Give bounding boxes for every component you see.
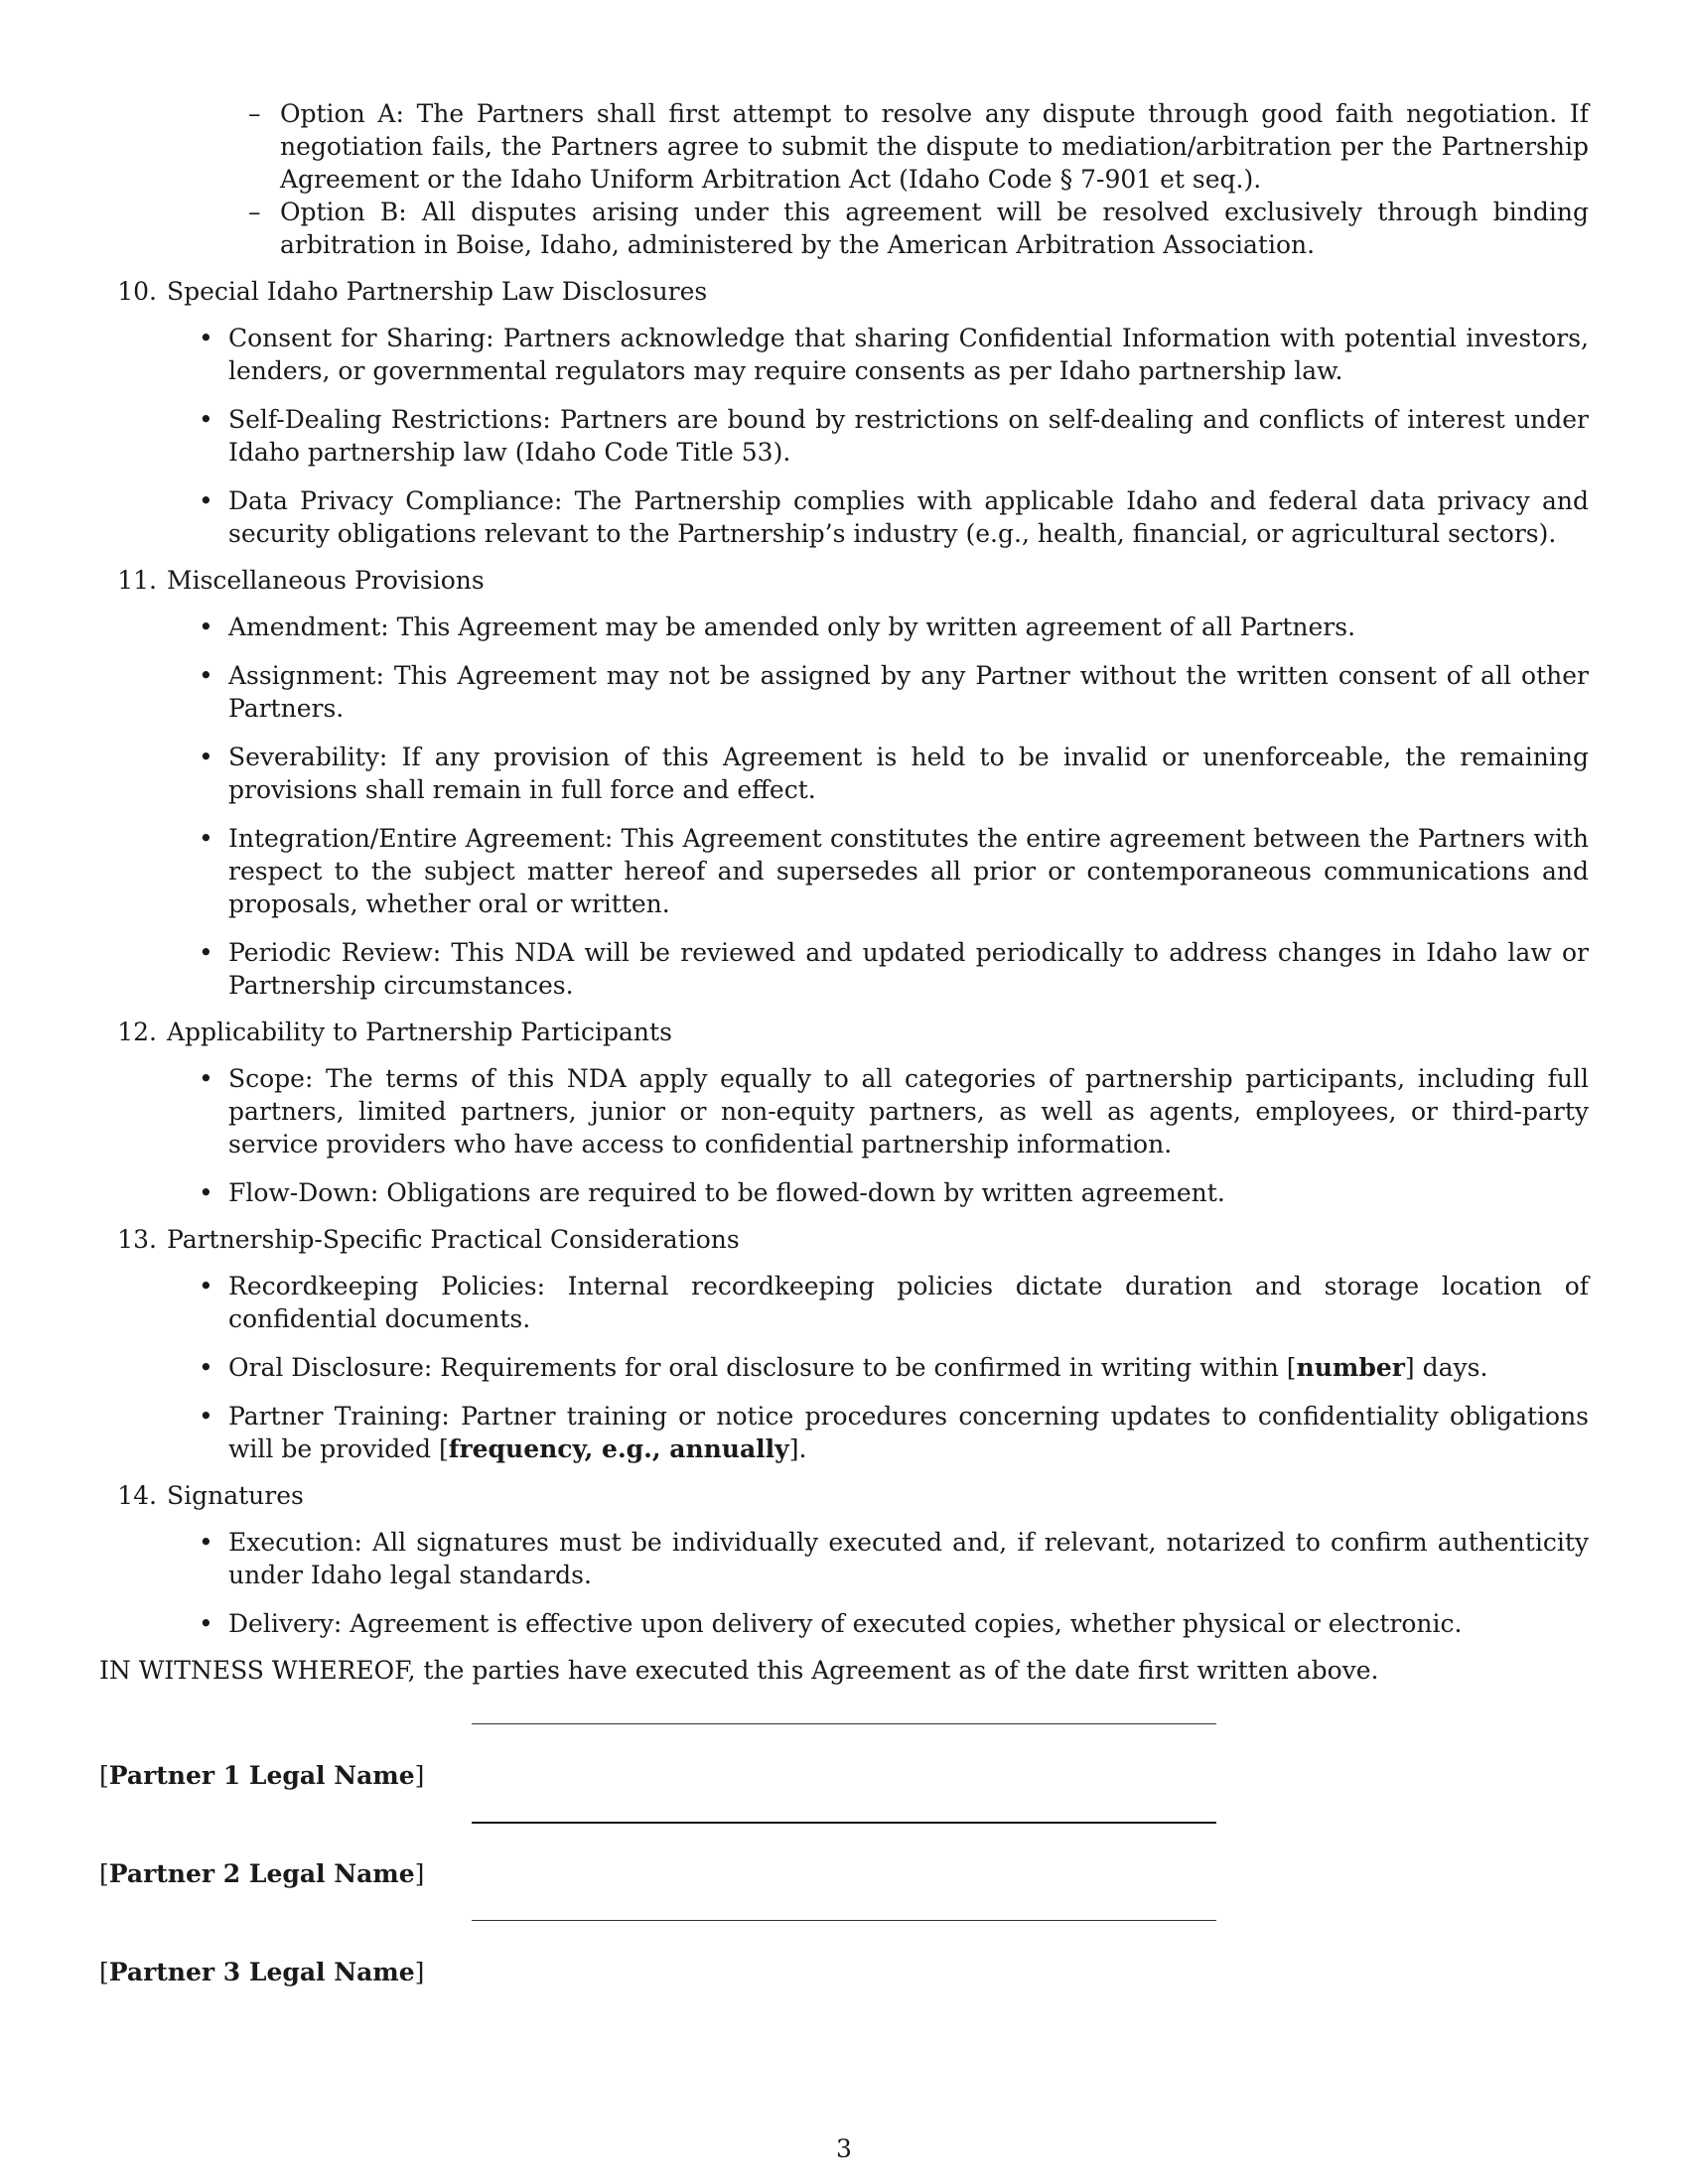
signature-block-2 [99, 1822, 1589, 1921]
list-item-text: Consent for Sharing: Partners acknowledge that sharing Confidential Information with potential investors, lenders, or governmental regulators may require consents as per Idaho partnership law. [228, 324, 1589, 385]
bullet-icon: • [199, 486, 213, 515]
list-item [197, 322, 1589, 387]
bullet-icon: • [199, 938, 213, 967]
list-item [197, 1607, 1589, 1640]
bullet-list [197, 1062, 1589, 1209]
signatory-name [99, 1859, 424, 1888]
list-item [197, 822, 1589, 920]
bullet-list [197, 1526, 1589, 1640]
section-11 [99, 564, 1589, 1002]
list-item [197, 611, 1589, 643]
list-item-text: Data Privacy Compliance: The Partnership complies with applicable Idaho and federal data privacy and security obligations relevant to the Partnership’s industry (e.g., health, financial, or agricultural sectors). [228, 486, 1589, 548]
option-text: Option B: All disputes arising under this agreement will be resolved exclusively through binding arbitration in Boise, Idaho, administered by the American Arbitration Association. [280, 198, 1589, 259]
bullet-icon: • [199, 824, 213, 853]
list-item-text: Delivery: Agreement is effective upon delivery of executed copies, whether physical or electronic. [228, 1609, 1463, 1638]
section-title: Signatures [167, 1481, 304, 1510]
bullet-icon: • [199, 405, 213, 434]
option-text: Option A: The Partners shall first attempt to resolve any dispute through good faith negotiation. If negotiation fails, the Partners agree to submit the dispute to mediation/arbitration per the Partnership Agreement or the Idaho Uniform Arbitration Act (Idaho Code § 7-901 et seq.). [280, 99, 1589, 194]
list-item-text-post: ]. [788, 1434, 807, 1463]
signatory-name-text: Partner 2 Legal Name [108, 1859, 415, 1888]
document-body [99, 97, 1589, 1687]
signature-block-1 [99, 1723, 1589, 1823]
list-item-text-pre: Partner Training: Partner training or notice procedures concerning updates to confidentiality obligations will be provided [ [228, 1402, 1589, 1463]
bullet-icon: • [199, 1064, 213, 1093]
section-number: 12. [117, 1018, 157, 1046]
list-item-text: Self-Dealing Restrictions: Partners are bound by restrictions on self-dealing and conflicts of interest under Idaho partnership law (Idaho Code Title 53). [228, 405, 1589, 467]
list-item-text: Scope: The terms of this NDA apply equally to all categories of partnership participants, including full partners, limited partners, junior or non-equity partners, as well as agents, employees, or third-party service providers who have access to confidential partnership information. [228, 1064, 1589, 1159]
bullet-icon: • [199, 1272, 213, 1300]
section-heading [99, 275, 1589, 308]
bracket-open: [ [99, 1958, 109, 1986]
bullet-icon: • [199, 743, 213, 771]
section-number: 10. [117, 277, 157, 306]
list-item [197, 1062, 1589, 1160]
page-number: 3 [836, 2134, 852, 2163]
list-item-text: Execution: All signatures must be individually executed and, if relevant, notarized to confirm authenticity under Idaho legal standards. [228, 1528, 1589, 1589]
list-item [197, 1526, 1589, 1591]
section-14 [99, 1479, 1589, 1640]
option-item [248, 97, 1589, 196]
list-item [197, 936, 1589, 1002]
section-title: Partnership-Specific Practical Considerations [167, 1225, 740, 1254]
list-item-text: Periodic Review: This NDA will be reviewed and updated periodically to address changes in Idaho law or Partnership circumstances. [228, 938, 1589, 1000]
list-item [197, 1351, 1589, 1384]
bullet-icon: • [199, 1178, 213, 1207]
list-item [197, 1176, 1589, 1209]
signature-block-3 [99, 1920, 1589, 2019]
section-number: 11. [117, 566, 157, 595]
section-12 [99, 1016, 1589, 1209]
signatory-name [99, 1761, 424, 1790]
bracket-open: [ [99, 1761, 109, 1790]
signature-line[interactable] [472, 1920, 1216, 1921]
bullet-list [197, 322, 1589, 550]
list-item-text: Amendment: This Agreement may be amended only by written agreement of all Partners. [228, 613, 1356, 641]
section-title: Applicability to Partnership Participants [167, 1018, 672, 1046]
section-heading [99, 1479, 1589, 1512]
bullet-list [197, 1270, 1589, 1465]
dispute-options [248, 97, 1589, 261]
list-item [197, 1270, 1589, 1335]
option-item [248, 196, 1589, 261]
list-item [197, 403, 1589, 469]
list-item-text-pre: Oral Disclosure: Requirements for oral disclosure to be confirmed in writing within [ [228, 1353, 1297, 1382]
list-item [197, 659, 1589, 725]
bullet-icon: • [199, 613, 213, 641]
bullet-icon: • [199, 1609, 213, 1638]
signatory-name-text: Partner 1 Legal Name [108, 1761, 415, 1790]
bracket-close: ] [414, 1761, 425, 1790]
list-item-text: Severability: If any provision of this Agreement is held to be invalid or unenforceable, the remaining provisions shall remain in full force and effect. [228, 743, 1589, 804]
section-heading [99, 1223, 1589, 1256]
bracket-close: ] [414, 1859, 425, 1888]
dash-marker: – [248, 99, 261, 128]
list-item-text: Integration/Entire Agreement: This Agreement constitutes the entire agreement between the Partners with respect to the subject matter hereof and supersedes all prior or contemporaneous communications and proposals, whether oral or written. [228, 824, 1589, 918]
list-item [197, 1400, 1589, 1465]
bullet-icon: • [199, 661, 213, 690]
section-number: 14. [117, 1481, 157, 1510]
signatory-name [99, 1958, 424, 1986]
bullet-icon: • [199, 324, 213, 352]
list-item [197, 741, 1589, 806]
bracket-close: ] [414, 1958, 425, 1986]
list-item [197, 484, 1589, 550]
section-13 [99, 1223, 1589, 1465]
section-number: 13. [117, 1225, 157, 1254]
signatory-name-text: Partner 3 Legal Name [108, 1958, 415, 1986]
section-title: Special Idaho Partnership Law Disclosures [167, 277, 708, 306]
signature-line[interactable] [472, 1723, 1216, 1724]
bullet-icon: • [199, 1528, 213, 1557]
section-10 [99, 275, 1589, 550]
bullet-list [197, 611, 1589, 1002]
bracket-open: [ [99, 1859, 109, 1888]
signature-line[interactable] [472, 1822, 1216, 1824]
placeholder-number: number [1296, 1353, 1405, 1382]
list-item-text-post: ] days. [1404, 1353, 1488, 1382]
list-item-text: Assignment: This Agreement may not be assigned by any Partner without the written consent of all other Partners. [228, 661, 1589, 723]
witness-statement: IN WITNESS WHEREOF, the parties have executed this Agreement as of the date first written above. [99, 1656, 1379, 1685]
section-heading [99, 564, 1589, 597]
section-title: Miscellaneous Provisions [167, 566, 485, 595]
bullet-icon: • [199, 1402, 213, 1431]
dash-marker: – [248, 198, 261, 226]
list-item-text: Recordkeeping Policies: Internal recordkeeping policies dictate duration and storage location of confidential documents. [228, 1272, 1589, 1333]
section-heading [99, 1016, 1589, 1048]
bullet-icon: • [199, 1353, 213, 1382]
placeholder-frequency: frequency, e.g., annually [448, 1434, 789, 1463]
list-item-text: Flow-Down: Obligations are required to be flowed-down by written agreement. [228, 1178, 1225, 1207]
